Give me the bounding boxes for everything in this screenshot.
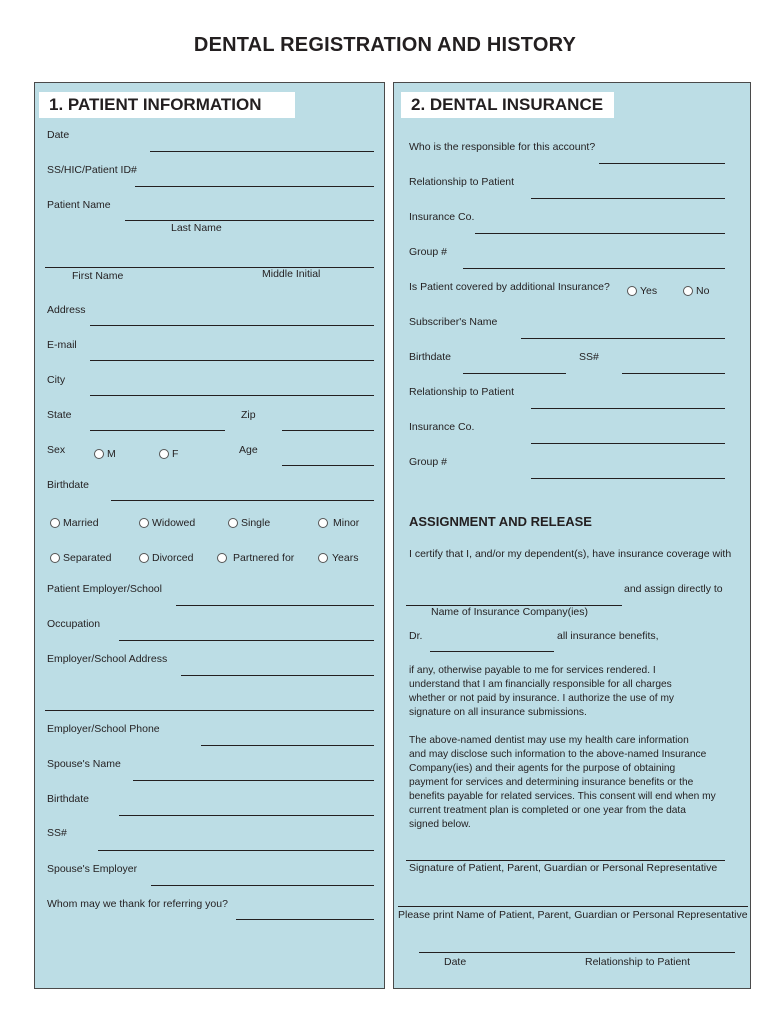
paragraph-line: and may disclose such information to the above-named Insurance (409, 749, 707, 760)
group-field-2[interactable] (531, 478, 725, 479)
sex-f-radio[interactable] (159, 449, 169, 459)
widowed-radio[interactable] (139, 518, 149, 528)
partnered-label: Partnered for (233, 552, 295, 564)
divorced-label: Divorced (152, 552, 194, 564)
date-label: Date (47, 129, 70, 141)
first-middle-name-field[interactable] (45, 267, 374, 268)
dr-label: Dr. (409, 630, 423, 642)
paragraph-line: Company(ies) and their agents for the purpose of obtaining (409, 763, 676, 774)
financial-responsibility-paragraph (409, 664, 674, 720)
divorced-radio[interactable] (139, 553, 149, 563)
paragraph-line: if any, otherwise payable to me for services rendered. I (409, 665, 656, 676)
email-field[interactable] (90, 360, 374, 361)
separated-label: Separated (63, 552, 112, 564)
spouse-employer-field[interactable] (151, 885, 374, 886)
separated-radio[interactable] (50, 553, 60, 563)
zip-label: Zip (241, 409, 256, 421)
married-radio[interactable] (50, 518, 60, 528)
years-radio[interactable] (318, 553, 328, 563)
single-label: Single (241, 517, 271, 529)
dental-insurance-section (393, 82, 751, 989)
spouse-birthdate-field[interactable] (119, 815, 374, 816)
dental-insurance-header: 2. DENTAL INSURANCE (401, 92, 614, 118)
patient-information-section (34, 82, 385, 989)
additional-insurance-label: Is Patient covered by additional Insurance? (409, 281, 610, 293)
signature-label: Signature of Patient, Parent, Guardian or Personal Representative (409, 862, 718, 874)
employer-phone-label: Employer/School Phone (47, 723, 160, 735)
signature-field[interactable] (406, 860, 725, 861)
paragraph-line: benefits payable for related services. This consent will end when my (409, 791, 716, 802)
spouse-ss-label: SS# (47, 827, 67, 839)
spouse-ss-field[interactable] (98, 850, 374, 851)
state-field[interactable] (90, 430, 225, 431)
date-label: Date (444, 956, 467, 968)
first-name-label: First Name (72, 270, 124, 282)
employer-address-field-2[interactable] (45, 710, 374, 711)
birthdate-field[interactable] (111, 500, 374, 501)
years-label: Years (332, 552, 359, 564)
subscriber-ss-field[interactable] (622, 373, 725, 374)
patient-name-label: Patient Name (47, 199, 111, 211)
employer-address-field[interactable] (181, 675, 374, 676)
last-name-field[interactable] (125, 220, 374, 221)
additional-yes-label: Yes (640, 285, 658, 297)
employer-phone-field[interactable] (201, 745, 374, 746)
benefits-text: all insurance benefits, (557, 630, 659, 642)
paragraph-line: current treatment plan is completed or one year from the data (409, 805, 686, 816)
insurance-co-field-2[interactable] (531, 443, 725, 444)
group-label-1: Group # (409, 246, 447, 258)
paragraph-line: payment for services and determining insurance benefits or the (409, 777, 694, 788)
single-radio[interactable] (228, 518, 238, 528)
age-field[interactable] (282, 465, 374, 466)
relationship-label-1: Relationship to Patient (409, 176, 515, 188)
spouse-name-label: Spouse's Name (47, 758, 121, 770)
certify-text: I certify that I, and/or my dependent(s), have insurance coverage with (409, 548, 732, 560)
minor-label: Minor (333, 517, 360, 529)
ss-hic-field[interactable] (135, 186, 374, 187)
additional-no-radio[interactable] (683, 286, 693, 296)
print-name-field[interactable] (398, 906, 748, 907)
address-field[interactable] (90, 325, 374, 326)
spouse-name-field[interactable] (133, 780, 374, 781)
referral-label: Whom may we thank for referring you? (47, 898, 228, 910)
zip-field[interactable] (282, 430, 374, 431)
birthdate-label: Birthdate (47, 479, 90, 491)
sex-m-label: M (107, 448, 116, 460)
group-field-1[interactable] (463, 268, 725, 269)
paragraph-line: whether or not paid by insurance. I authorize the use of my (409, 693, 675, 704)
patient-information-header: 1. PATIENT INFORMATION (39, 92, 295, 118)
city-label: City (47, 374, 66, 386)
partnered-radio[interactable] (217, 553, 227, 563)
address-label: Address (47, 304, 86, 316)
insurance-company-label: Name of Insurance Company(ies) (431, 606, 588, 618)
paragraph-line: signature on all insurance submissions. (409, 707, 587, 718)
state-label: State (47, 409, 72, 421)
employer-address-label: Employer/School Address (47, 653, 168, 665)
married-label: Married (63, 517, 99, 529)
relationship-to-patient-label: Relationship to Patient (585, 956, 691, 968)
sex-label: Sex (47, 444, 66, 456)
insurance-co-label-2: Insurance Co. (409, 421, 475, 433)
employer-school-field[interactable] (176, 605, 374, 606)
dentist-name-field[interactable] (430, 651, 554, 652)
assignment-release-title: ASSIGNMENT AND RELEASE (409, 514, 592, 529)
spouse-birthdate-label: Birthdate (47, 793, 90, 805)
subscriber-name-label: Subscriber's Name (409, 316, 498, 328)
age-label: Age (239, 444, 258, 456)
sex-m-radio[interactable] (94, 449, 104, 459)
group-label-2: Group # (409, 456, 447, 468)
subscriber-birthdate-field[interactable] (463, 373, 566, 374)
spouse-employer-label: Spouse's Employer (47, 863, 138, 875)
employer-school-label: Patient Employer/School (47, 583, 162, 595)
relationship-field-1[interactable] (531, 198, 725, 199)
email-label: E-mail (47, 339, 77, 351)
city-field[interactable] (90, 395, 374, 396)
ss-hic-label: SS/HIC/Patient ID# (47, 164, 137, 176)
date-relationship-field[interactable] (419, 952, 735, 953)
responsible-field[interactable] (599, 163, 725, 164)
page-title: DENTAL REGISTRATION AND HISTORY (193, 34, 577, 56)
print-name-label: Please print Name of Patient, Parent, Guardian or Personal Representative (398, 909, 748, 921)
additional-yes-radio[interactable] (627, 286, 637, 296)
widowed-label: Widowed (152, 517, 196, 529)
relationship-field-2[interactable] (531, 408, 725, 409)
subscriber-name-field[interactable] (521, 338, 725, 339)
relationship-label-2: Relationship to Patient (409, 386, 515, 398)
occupation-field[interactable] (119, 640, 374, 641)
sex-f-label: F (172, 448, 179, 460)
responsible-label: Who is the responsible for this account? (409, 141, 596, 153)
last-name-label: Last Name (171, 222, 222, 234)
subscriber-birthdate-label: Birthdate (409, 351, 452, 363)
insurance-co-field-1[interactable] (475, 233, 725, 234)
date-field[interactable] (150, 151, 374, 152)
assign-text: and assign directly to (624, 583, 723, 595)
minor-radio[interactable] (318, 518, 328, 528)
insurance-co-label-1: Insurance Co. (409, 211, 475, 223)
middle-initial-label: Middle Initial (262, 268, 321, 280)
referral-field[interactable] (236, 919, 374, 920)
consent-paragraph (409, 734, 716, 832)
paragraph-line: signed below. (409, 819, 471, 830)
occupation-label: Occupation (47, 618, 101, 630)
paragraph-line: understand that I am financially responsible for all charges (409, 679, 672, 690)
paragraph-line: The above-named dentist may use my health care information (409, 735, 689, 746)
subscriber-ss-label: SS# (579, 351, 599, 363)
additional-no-label: No (696, 285, 710, 297)
